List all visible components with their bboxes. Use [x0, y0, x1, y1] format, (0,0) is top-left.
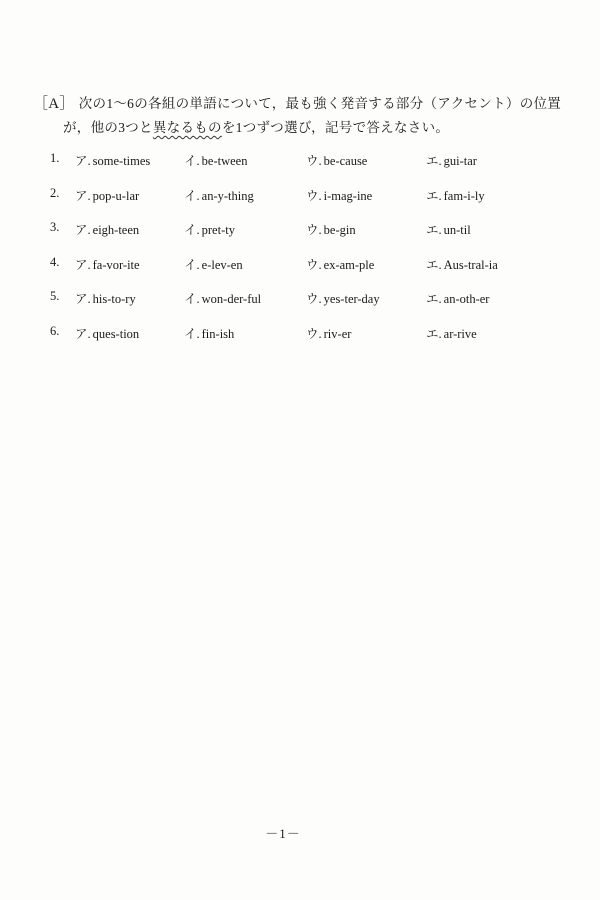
option-d — [426, 289, 489, 307]
question-number: 5. — [50, 289, 60, 304]
option-mark: ア. — [75, 326, 91, 341]
option-d — [426, 220, 471, 238]
option-a — [75, 151, 150, 169]
option-word: be-cause — [323, 154, 368, 168]
option-c — [306, 151, 367, 169]
instruction-text-2-prefix: が，他の3つと — [63, 120, 153, 135]
option-word: un-til — [443, 223, 471, 238]
option-mark: イ. — [184, 326, 200, 341]
option-d — [426, 151, 477, 169]
option-c — [306, 255, 374, 273]
option-mark: エ. — [426, 292, 442, 307]
option-b — [184, 324, 234, 342]
option-word: ar-rive — [443, 326, 477, 341]
option-word: ex-am-ple — [323, 257, 375, 272]
option-a — [75, 220, 139, 238]
option-word: i-mag-ine — [323, 188, 373, 203]
option-mark: イ. — [184, 223, 200, 238]
question-number: 6. — [50, 323, 60, 338]
option-word: Aus-tral-ia — [443, 257, 498, 272]
option-a — [75, 324, 139, 342]
option-word: fa-vor-ite — [92, 257, 140, 272]
option-word: yes-ter-day — [323, 292, 380, 307]
option-c — [306, 220, 356, 238]
option-b — [184, 289, 261, 307]
option-c — [306, 324, 351, 342]
option-mark: ウ. — [306, 292, 322, 307]
option-word: be-gin — [323, 223, 356, 238]
option-c — [306, 186, 372, 204]
instruction-text-1: 次の1～6の各組の単語について，最も強く発音する部分（アクセント）の位置 — [78, 96, 562, 111]
option-word: eigh-teen — [92, 223, 140, 238]
question-number: 2. — [50, 185, 60, 200]
instruction-text-2-suffix: を1つずつ選び，記号で答えなさい。 — [221, 120, 450, 135]
option-a — [75, 186, 139, 204]
option-b — [184, 220, 235, 238]
option-word: pret-ty — [201, 223, 235, 238]
question-row — [50, 289, 570, 324]
option-mark: ウ. — [306, 223, 322, 238]
instructions — [33, 92, 563, 140]
option-mark: イ. — [184, 292, 200, 307]
page-number: －1－ — [265, 826, 301, 841]
option-b — [184, 151, 247, 169]
option-word: an-oth-er — [443, 292, 490, 307]
option-mark: ウ. — [306, 257, 322, 272]
option-mark: ア. — [75, 154, 91, 168]
option-word: riv-er — [323, 326, 352, 341]
option-mark: イ. — [184, 188, 200, 203]
option-word: be-tween — [201, 154, 248, 168]
option-c — [306, 289, 380, 307]
option-word: his-to-ry — [92, 292, 136, 307]
option-a — [75, 255, 140, 273]
question-row — [50, 324, 570, 359]
option-a — [75, 289, 136, 307]
instruction-line-2 — [33, 116, 563, 140]
question-row — [50, 220, 570, 255]
option-word: fin-ish — [201, 326, 235, 341]
option-d — [426, 255, 498, 273]
option-word: won-der-ful — [201, 292, 262, 307]
option-mark: エ. — [426, 154, 442, 168]
option-d — [426, 186, 485, 204]
option-mark: エ. — [426, 257, 442, 272]
option-word: pop-u-lar — [92, 188, 140, 203]
option-mark: エ. — [426, 223, 442, 238]
option-word: e-lev-en — [201, 257, 243, 272]
option-word: ques-tion — [92, 326, 140, 341]
question-row — [50, 255, 570, 290]
instruction-emphasis: 異なるもの — [152, 120, 222, 135]
question-row — [50, 186, 570, 221]
option-d — [426, 324, 477, 342]
option-mark: エ. — [426, 326, 442, 341]
option-mark: イ. — [184, 154, 200, 168]
question-number: 4. — [50, 254, 60, 269]
option-word: fam-i-ly — [443, 188, 485, 203]
option-mark: イ. — [184, 257, 200, 272]
question-number: 1. — [50, 151, 60, 165]
option-b — [184, 255, 243, 273]
option-b — [184, 186, 254, 204]
option-word: some-times — [92, 154, 151, 168]
option-mark: ウ. — [306, 188, 322, 203]
option-mark: エ. — [426, 188, 442, 203]
option-mark: ア. — [75, 292, 91, 307]
section-label: ［A］ — [33, 96, 75, 112]
option-mark: ア. — [75, 188, 91, 203]
option-mark: ア. — [75, 223, 91, 238]
option-word: an-y-thing — [201, 188, 254, 203]
instruction-line-1 — [33, 92, 563, 116]
option-word: gui-tar — [443, 154, 477, 168]
question-list — [50, 151, 570, 359]
option-mark: ア. — [75, 257, 91, 272]
question-number: 3. — [50, 220, 60, 235]
option-mark: ウ. — [306, 154, 322, 168]
option-mark: ウ. — [306, 326, 322, 341]
question-row — [50, 151, 570, 186]
